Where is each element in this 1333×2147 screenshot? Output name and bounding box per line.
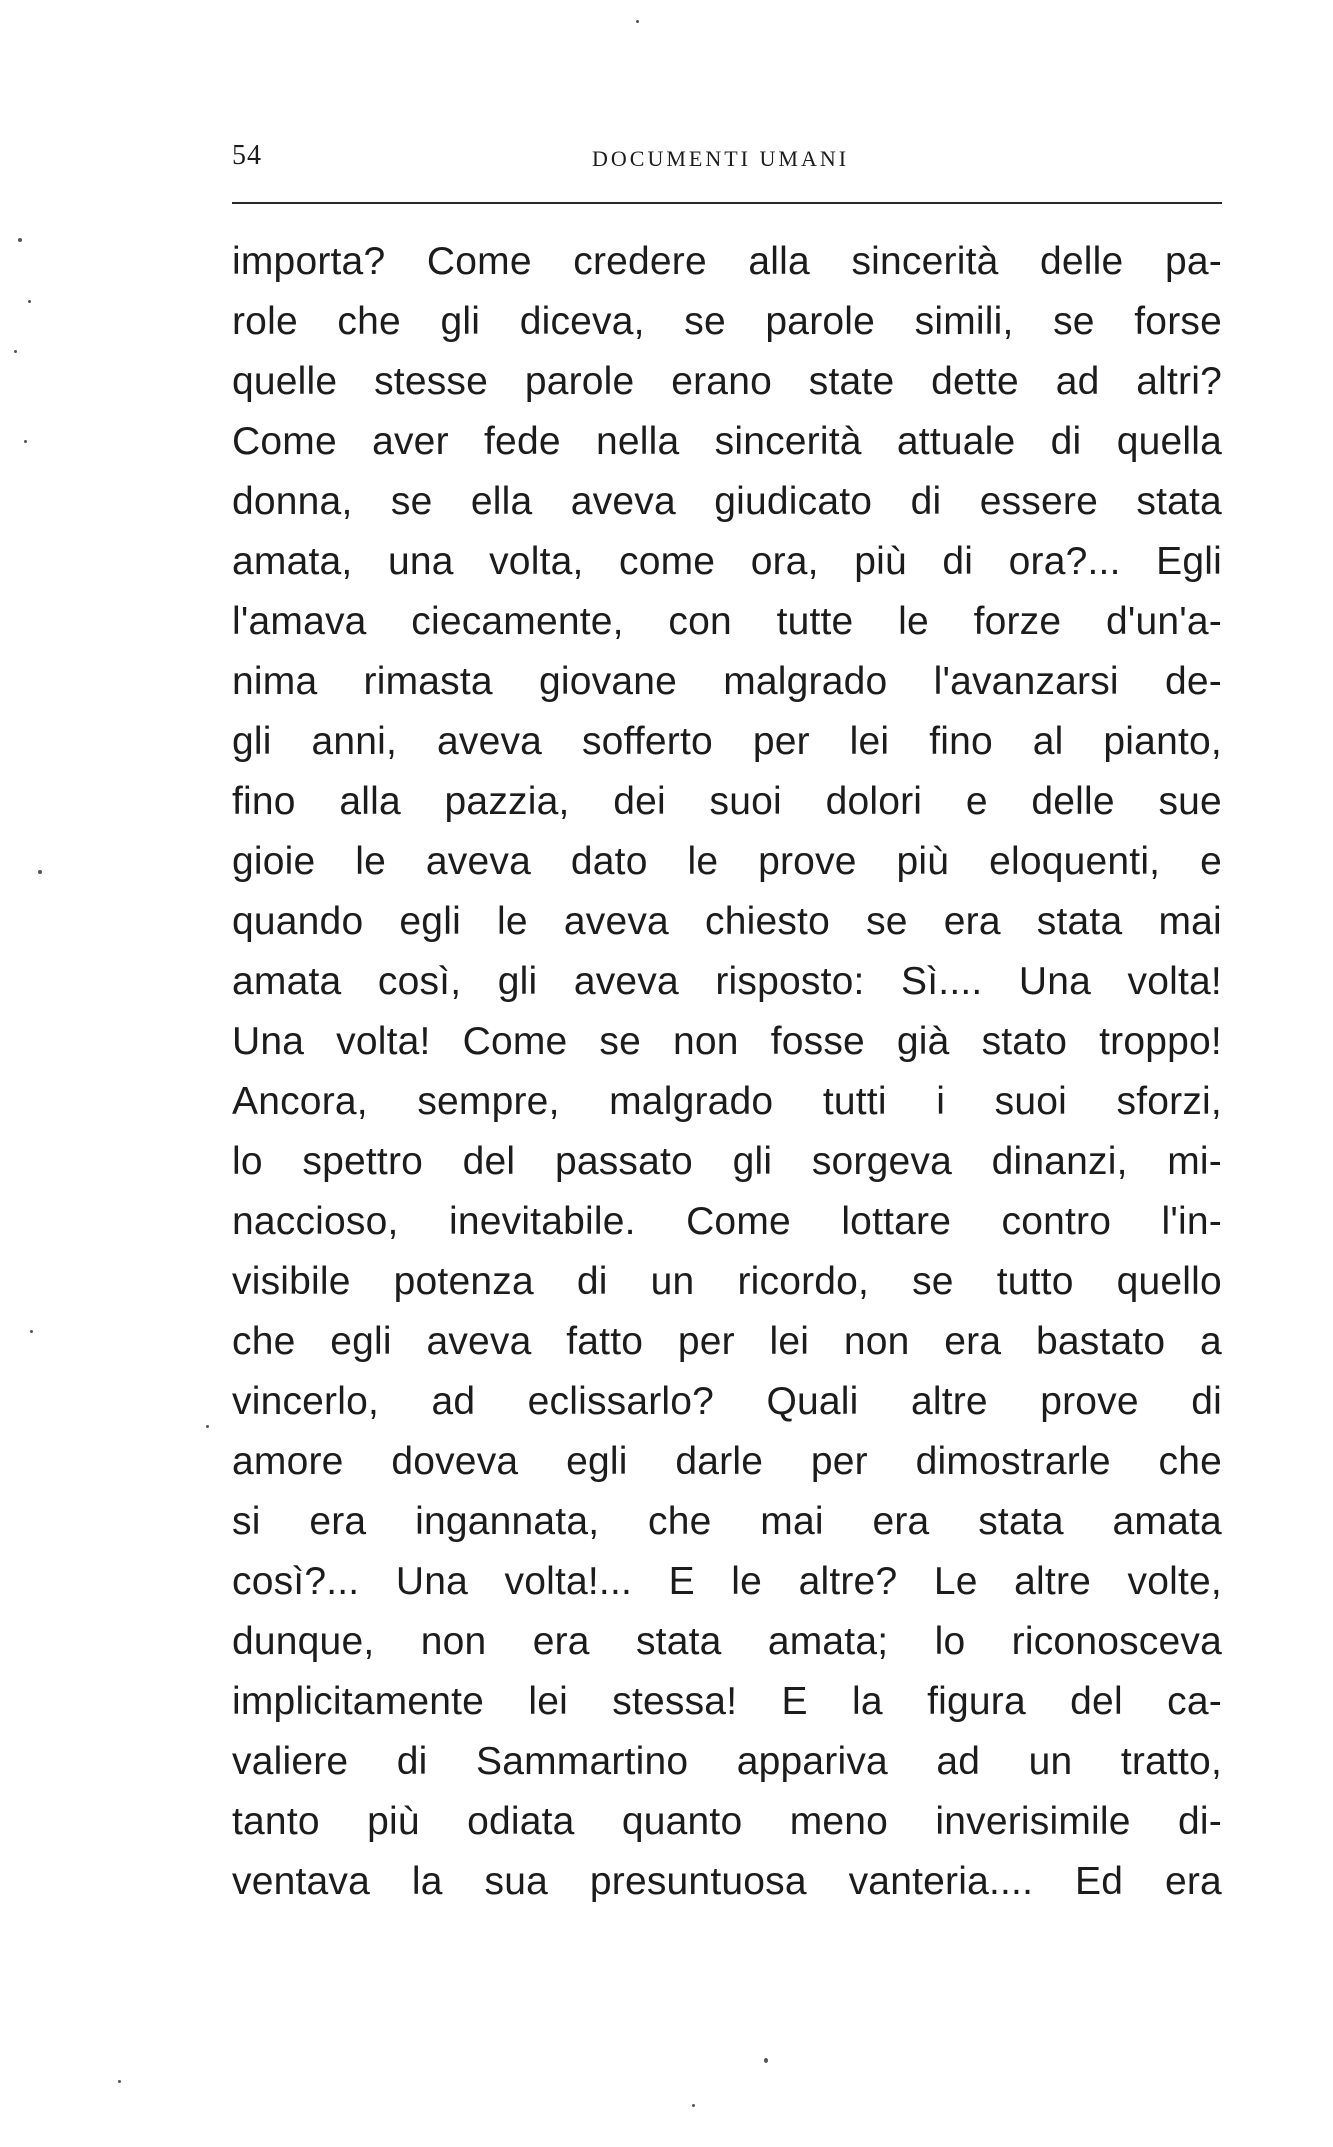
text-line: amata, una volta, come ora, più di ora?... Egli [232, 540, 1222, 583]
text-line: dunque, non era stata amata; lo riconosceva [232, 1620, 1222, 1663]
text-line: gli anni, aveva sofferto per lei fino al pianto, [232, 720, 1222, 763]
text-line: Una volta! Come se non fosse già stato troppo! [232, 1020, 1222, 1063]
text-line: donna, se ella aveva giudicato di essere stata [232, 480, 1222, 523]
header-rule [232, 202, 1222, 204]
text-line: Come aver fede nella sincerità attuale di quella [232, 420, 1222, 463]
text-line: amata così, gli aveva risposto: Sì.... Una volta! [232, 960, 1222, 1003]
text-line: Ancora, sempre, malgrado tutti i suoi sforzi, [232, 1080, 1222, 1123]
text-line: si era ingannata, che mai era stata amata [232, 1500, 1222, 1543]
text-line: valiere di Sammartino appariva ad un tratto, [232, 1740, 1222, 1783]
text-line: implicitamente lei stessa! E la figura del ca- [232, 1680, 1222, 1723]
text-line: fino alla pazzia, dei suoi dolori e delle sue [232, 780, 1222, 823]
text-line: vincerlo, ad eclissarlo? Quali altre prove di [232, 1380, 1222, 1423]
text-line: l'amava ciecamente, con tutte le forze d'un'a- [232, 600, 1222, 643]
running-head [232, 140, 1222, 180]
text-line: quelle stesse parole erano state dette ad altri? [232, 360, 1222, 403]
text-line: role che gli diceva, se parole simili, se forse [232, 300, 1222, 343]
text-line: che egli aveva fatto per lei non era bastato a [232, 1320, 1222, 1363]
text-line: quando egli le aveva chiesto se era stata mai [232, 900, 1222, 943]
text-line: così?... Una volta!... E le altre? Le altre volte, [232, 1560, 1222, 1603]
text-line: importa? Come credere alla sincerità delle pa- [232, 240, 1222, 283]
text-line: gioie le aveva dato le prove più eloquenti, e [232, 840, 1222, 883]
text-line: lo spettro del passato gli sorgeva dinanzi, mi- [232, 1140, 1222, 1183]
body-text [232, 232, 1222, 1912]
text-line: visibile potenza di un ricordo, se tutto quello [232, 1260, 1222, 1303]
running-title: DOCUMENTI UMANI [592, 146, 850, 171]
text-line: naccioso, inevitabile. Come lottare contro l'in- [232, 1200, 1222, 1243]
text-line: amore doveva egli darle per dimostrarle che [232, 1440, 1222, 1483]
page-number: 54 [232, 140, 262, 171]
text-line: ventava la sua presuntuosa vanteria.... Ed era [232, 1860, 1222, 1903]
text-line: nima rimasta giovane malgrado l'avanzarsi de- [232, 660, 1222, 703]
text-line: tanto più odiata quanto meno inverisimile di- [232, 1800, 1222, 1843]
